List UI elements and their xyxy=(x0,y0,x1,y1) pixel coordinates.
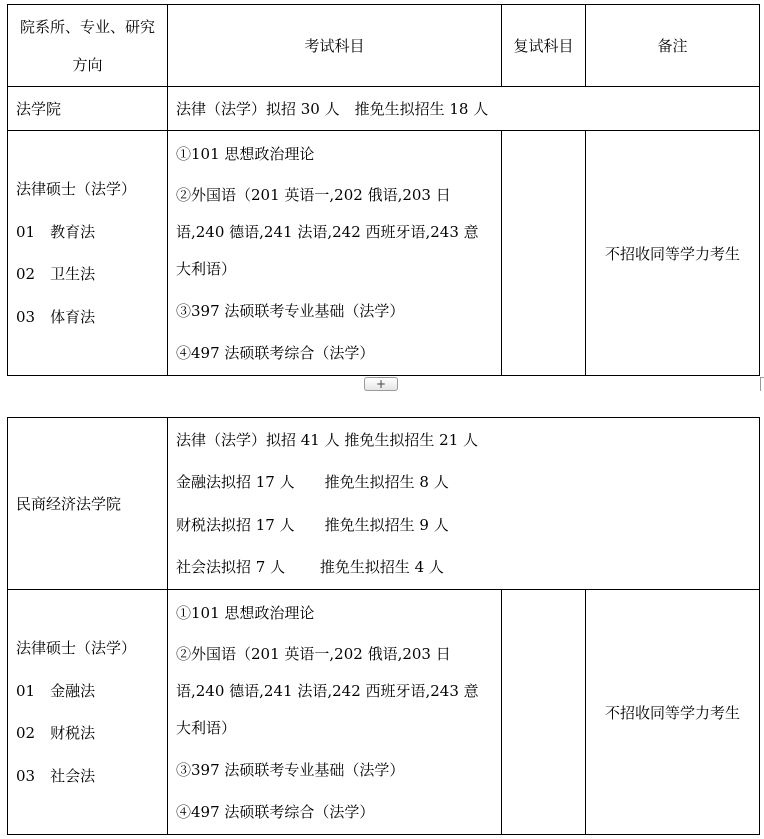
major-title: 法律硕士（法学） xyxy=(16,639,137,657)
dept-name-cell xyxy=(8,87,168,131)
remark-text: 不招收同等学力考生 xyxy=(604,703,740,722)
direction-item: 01 教育法 xyxy=(16,222,96,241)
header-dept-text: 院系所、专业、研究方向 xyxy=(19,17,155,74)
major-title: 法律硕士（法学） xyxy=(16,180,137,198)
dept-name: 法学院 xyxy=(16,100,62,118)
subject-item: ②外国语（201 英语一,202 俄语,203 日语,240 德语,241 法语,242 西班牙语,243 意大利语） xyxy=(176,185,479,278)
admissions-table-law-school xyxy=(7,4,760,376)
dept-row xyxy=(8,87,760,131)
major-cell xyxy=(8,590,168,835)
direction-item: 03 社会法 xyxy=(16,766,96,785)
remark-cell xyxy=(586,590,760,835)
quota-text: 法律（法学）拟招 30 人 推免生拟招生 18 人 xyxy=(176,100,489,118)
quota-line: 法律（法学）拟招 41 人 推免生拟招生 21 人 xyxy=(176,430,479,449)
quota-line: 财税法拟招 17 人 推免生拟招生 9 人 xyxy=(176,515,449,534)
direction-item: 02 卫生法 xyxy=(16,265,96,283)
direction-item: 02 财税法 xyxy=(16,724,96,742)
major-row xyxy=(8,590,760,835)
remark-cell xyxy=(586,131,760,376)
header-retest xyxy=(502,5,586,87)
subject-item: ④497 法硕联考综合（法学） xyxy=(176,802,375,821)
subject-item: ③397 法硕联考专业基础（法学） xyxy=(176,301,405,320)
header-remark-text: 备注 xyxy=(657,37,688,55)
add-row-button[interactable]: + xyxy=(364,377,398,391)
quota-cell xyxy=(168,87,760,131)
dept-row xyxy=(8,418,760,590)
major-row xyxy=(8,131,760,376)
retest-cell xyxy=(502,590,586,835)
remark-text: 不招收同等学力考生 xyxy=(604,244,740,263)
subject-item: ③397 法硕联考专业基础（法学） xyxy=(176,760,405,779)
dept-name: 民商经济法学院 xyxy=(16,495,122,513)
header-dept xyxy=(8,5,168,87)
subject-item: ②外国语（201 英语一,202 俄语,203 日语,240 德语,241 法语,242 西班牙语,243 意大利语） xyxy=(176,644,479,737)
dept-name-cell xyxy=(8,418,168,590)
header-retest-text: 复试科目 xyxy=(513,36,574,55)
major-cell xyxy=(8,131,168,376)
direction-item: 01 金融法 xyxy=(16,681,96,700)
admissions-table-civil-commercial xyxy=(7,417,760,835)
quota-line: 社会法拟招 7 人 推免生拟招生 4 人 xyxy=(176,558,444,576)
subject-item: ①101 思想政治理论 xyxy=(176,603,315,622)
header-remark xyxy=(586,5,760,87)
header-exam xyxy=(168,5,502,87)
retest-cell xyxy=(502,131,586,376)
header-row xyxy=(8,5,760,87)
quota-cell xyxy=(168,418,760,590)
direction-item: 03 体育法 xyxy=(16,307,96,326)
quota-line: 金融法拟招 17 人 推免生拟招生 8 人 xyxy=(176,473,449,491)
exam-subjects-cell xyxy=(168,590,502,835)
subject-item: ④497 法硕联考综合（法学） xyxy=(176,343,375,362)
subject-item: ①101 思想政治理论 xyxy=(176,144,315,163)
exam-subjects-cell xyxy=(168,131,502,376)
header-exam-text: 考试科目 xyxy=(304,37,365,55)
table-edge-marker xyxy=(760,377,764,391)
